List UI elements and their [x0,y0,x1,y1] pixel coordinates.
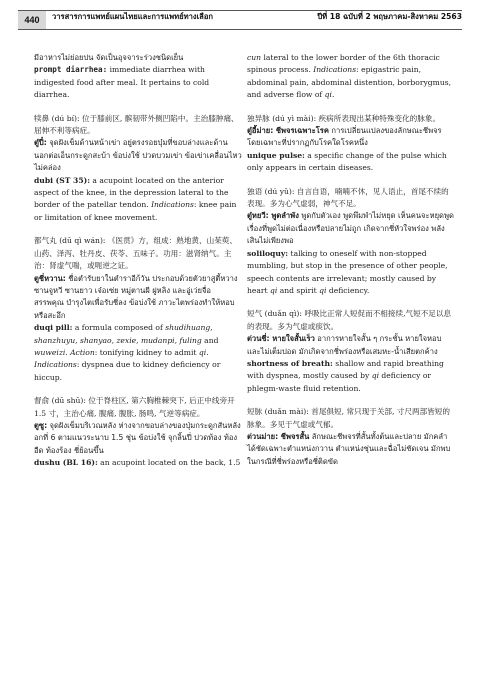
term-thai: ตูซู: [34,420,48,430]
punct: . [331,90,335,100]
english-definition [247,248,455,298]
definition: a acupoint located on the anterior aspect of the knee, in the depression lateral to the border of the patellar tendon. [34,175,229,210]
entry-duqi-pill [34,235,242,384]
qi-term: qi [319,285,327,295]
english-definition [34,322,242,384]
indications-text: : epigastric pain, abdominal pain, abdominal distention, borborygmus, and adverse flow of [247,65,452,100]
right-column [247,52,455,479]
definition: immediate diarrhea with indigested food after meal. It pertains to cold diarrhea. [34,65,210,100]
term-english: dubi (ST 35): [34,175,91,185]
thai-definition [34,137,242,174]
continued-thai: มีอาหารไม่ย่อยปน จัดเป็นอุจจาระร่วงชนิดเย็น [34,53,184,62]
entry-shortness-of-breath [247,308,455,395]
english-definition [34,457,242,469]
issue-info: ปีที่ 18 ฉบับที่ 2 พฤษภาคม-สิงหาคม 2563 [317,12,462,21]
term-english: soliloquy: [247,248,289,258]
thai-definition [34,273,242,323]
indications-text: : dyspnea due to kidney deficiency or hiccup. [34,360,221,382]
thai-definition [247,333,455,358]
term-english: dushu (BL 16): [34,458,98,468]
qi-term: qi [324,90,332,100]
chinese-definition: 都气丸 (dū qì wán): 《医贯》方，组成：熟地黄、山茱萸、山药、泽泻、牡丹皮、茯苓、五味子。功用：滋肾纳气。主治：肾虚气喘，或呃逆之证。 [34,236,237,271]
term-thai: ตู๋อี้ม่าย: ชีพจรเฉพาะโรค [247,126,329,136]
entry-dushu [34,395,242,469]
term-thai: ตู๋หยวี: พูดลำพัง [247,211,299,221]
connector: and spirit [277,285,320,295]
indications-label: Indications [34,360,77,370]
journal-title: วารสารการแพทย์แผนไทยและการแพทย์ทางเลือก [52,12,213,21]
thai-definition [247,125,455,150]
indications-label: Indications [151,200,194,210]
page-number: 440 [18,11,46,29]
definition: a specific change of the pulse which only appears in certain diseases. [247,150,447,173]
definition: shallow and rapid breathing with dyspnea, mostly caused by [247,358,444,381]
chinese-definition: 督俞 (dū shū): 位于脊柱区, 第六胸椎棘突下, 后正中线旁开 1.5 寸，主治心痛, 腹痛, 腹胀, 肠鸣, 气逆等病症。 [34,396,235,418]
term-english: unique pulse: [247,150,305,160]
definition: a formula composed of [72,323,166,333]
english-definition [34,175,242,225]
term-thai: ต่วนม่าย: ชีพจรสั้น [247,431,310,441]
english-definition [247,52,455,102]
definition: จุดฝังเข็มบริเวณหลัง ห่างจากขอบล่างของปุ่มกระดูกสันหลังอกที่ 6 ตามแนวระนาบ 1.5 ชุ่น ข้อบ่งใช้ จุกลิ้นปี่ ปวดท้อง ท้องอืด ท้องร้อง ชี่ย้อนขึ้น [34,420,241,455]
definition-tail: : knee pain or limitation of knee movement. [34,200,237,222]
definition-tail: deficiency. [326,285,370,295]
connector: and [201,335,219,345]
unit-cun: cun [247,53,262,62]
definition: lateral to the lower border of the 6th thoracic spinous process. [247,53,440,75]
entry-short-pulse [247,406,455,468]
action-label: Action [70,347,95,357]
term-english: prompt diarrhea: [34,65,108,75]
action-text: : tonifying kidney to admit [94,347,199,357]
qi-term: qi [371,371,379,381]
english-definition [247,358,455,395]
chinese-definition: 短脉 (duǎn mài): 首尾俱短, 常只现于关部, 寸尺两部皆短的脉象。多见于气虚或气郁。 [247,407,450,429]
term-english: shortness of breath: [247,358,333,368]
definition: จุดฝังเข็มด้านหน้าเข่า อยู่ตรงรอยบุ๋มที่ขอบล่างและด้านนอกต่อเอ็นกระดูกสะบ้า ข้อบ่งใช้ ปวดบวมเข่า ข้อเข่าเคลื่อนไหวไม่คล่อง [34,138,242,173]
qi-term: qi [198,347,207,357]
definition: ลักษณะชีพจรที่สั้นทั้งต้นและปลาย มักคลำได้ชัดเฉพาะตำแหน่งกวาน ตำแหน่งชุ่นและฉื่อไม่ชัดเจน มักพบในกรณีที่ชี่พร่องหรือชี่ติดขัด [247,431,451,466]
definition: an acupoint located on the back, 1.5 [97,458,241,468]
left-column [34,52,242,481]
punct: . [65,347,71,357]
term-english: duqi pill: [34,323,73,333]
punct: . [206,347,209,357]
definition: talking to oneself with non-stopped mumbling, but stop in the presence of other people, speech contents are irrelevant; mostly caused by heart [247,248,448,295]
definition-tail: deficiency or phlegm-waste fluid retention. [247,371,432,393]
indications-label: Indications [313,65,357,75]
thai-definition [34,420,242,457]
entry-soliloquy [247,186,455,298]
herb-last: wuweizi [34,347,66,357]
definition: ชื่อตำรับยาในตำราอีก้วัน ประกอบด้วยตัวยาสูตี้หวาง ซานจูหวี ซานยาว เจ๋อเซ่ย หมู่ตานผี ฝูหลิง และอู่เว่ยจื่อ สรรพคุณ บำรุงไตเพื่อรับชี่ลง ข้อบ่งใช้ ภาวะไตพร่องทำให้หอบ หรือสะอึก [34,273,238,320]
thai-definition [247,210,455,247]
herb-list: shudihuang, shanzhuyu, shanyao, zexie, mudanpi, fuling [34,323,213,345]
chinese-definition: 独异脉 (dú yì mài): 疾病所表现出某种特殊变化的脉象。 [247,113,441,123]
qi-term: qi [270,285,278,295]
chinese-definition: 短气 (duǎn qì): 呼吸比正常人短促而不相接续,气短不足以息的表现。多为气虚或痰饮。 [247,309,452,331]
term-thai: ต่วนชี่: หายใจสั้นเร็ว [247,334,315,344]
thai-definition [247,431,455,468]
entry-unique-pulse [247,113,455,175]
entry-dubi [34,113,242,225]
continued-english [34,64,242,101]
english-definition [247,150,455,175]
term-thai: ตูชี่หวาน: [34,273,66,283]
chinese-definition: 独语 (dú yǔ): 自言自语，喃喃不休，见人语止，首尾不续的表现。多为心气虚弱，神气不足。 [247,186,449,209]
term-thai: ตู๋ปี๋: [34,138,47,148]
running-header [18,10,462,30]
entry-continued [34,52,242,102]
chinese-definition: 犊鼻 (dú bí): 位于膝前区, 髌韧带外侧凹陷中。主治膝肿痛、屈伸不利等病症。 [34,113,239,136]
definition: พูดกับตัวเอง พูดพึมพำไม่หยุด เห็นคนจะหยุดพูด เรื่องที่พูดไม่ต่อเนื่องหรือปลายไม่ถูก เกิดจากชี่หัวใจพร่อง พลังเสินไม่เพียงพอ [247,211,454,246]
definition: การเปลี่ยนแปลงของลักษณะชีพจรโดยเฉพาะที่ปรากฏกับโรคใดโรคหนึ่ง [247,126,442,148]
entry-continued-right [247,52,455,102]
definition: อาการหายใจสั้น ๆ กระชั้น หายใจหอบและไม่เต็มปอด มักเกิดจากชี่พร่องหรือเสมหะ-น้ำเสียตกค้าง [247,334,442,356]
